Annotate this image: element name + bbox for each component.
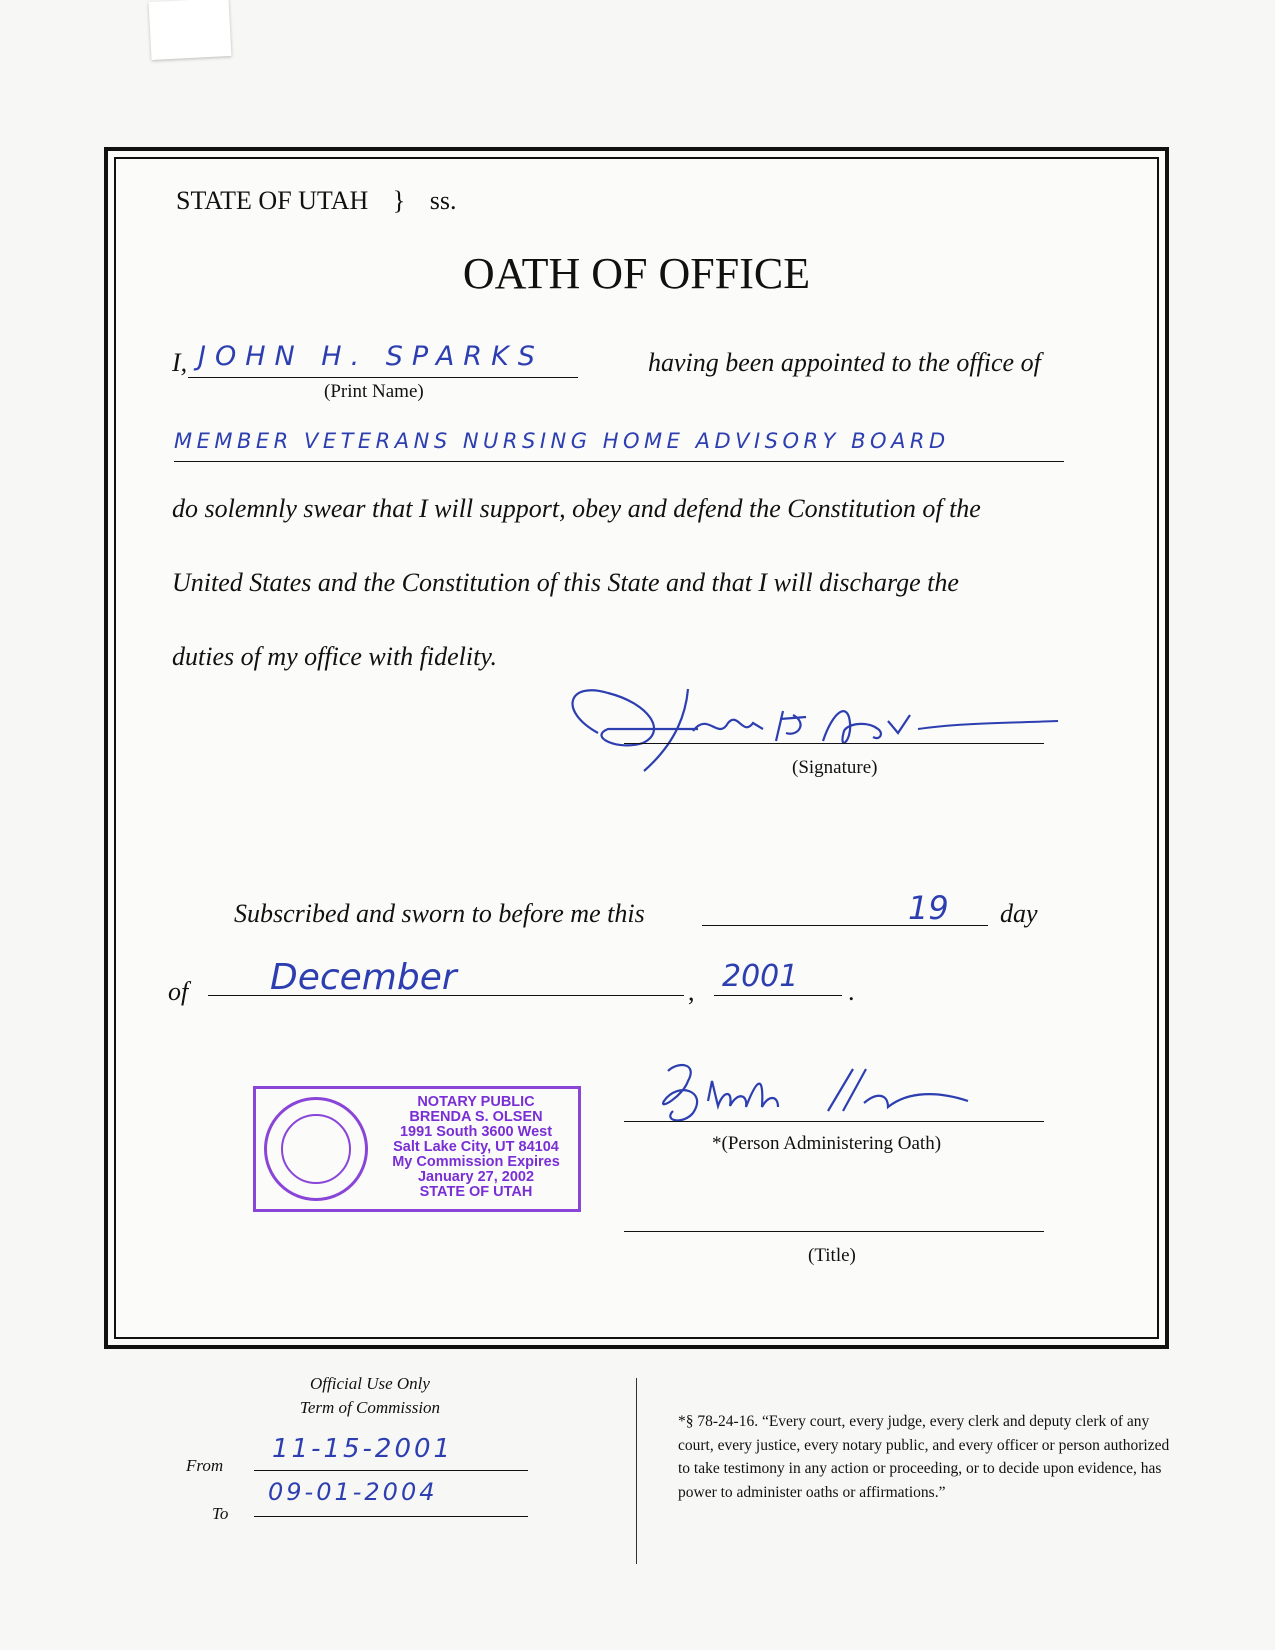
from-value: 11-15-2001	[272, 1434, 454, 1464]
notary-stamp	[253, 1086, 581, 1212]
stamp-line: January 27, 2002	[417, 1169, 535, 1185]
administering-line	[624, 1121, 1044, 1122]
to-line	[254, 1516, 528, 1517]
oath-line-3: duties of my office with fidelity.	[172, 642, 497, 671]
signature-line	[624, 743, 1044, 744]
appointed-text: having been appointed to the office of	[648, 348, 1041, 377]
stamp-line: BRENDA S. OLSEN	[409, 1109, 543, 1125]
month-line	[208, 995, 684, 996]
i-prefix: I,	[172, 348, 188, 377]
title-caption: (Title)	[808, 1245, 856, 1266]
stamp-line: 1991 South 3600 West	[399, 1124, 553, 1140]
state-name: STATE OF UTAH	[176, 186, 369, 215]
administering-caption: *(Person Administering Oath)	[712, 1133, 942, 1154]
from-label: From	[186, 1456, 224, 1475]
office-line	[174, 461, 1064, 462]
footer-divider	[636, 1378, 637, 1564]
year-period: .	[848, 977, 855, 1006]
sworn-month: December	[270, 957, 457, 998]
state-heading	[176, 186, 457, 216]
print-name-line	[188, 377, 578, 378]
sworn-year: 2001	[722, 959, 799, 994]
office-title: MEMBER VETERANS NURSING HOME ADVISORY BOARD	[174, 429, 950, 453]
day-line	[702, 925, 988, 926]
administering-signature-image	[638, 1051, 998, 1131]
month-comma: ,	[688, 977, 695, 1006]
to-value: 09-01-2004	[268, 1478, 438, 1506]
oath-frame	[104, 147, 1169, 1349]
stamp-line: Salt Lake City, UT 84104	[393, 1139, 559, 1155]
to-label: To	[212, 1504, 229, 1523]
statute-note: *§ 78-24-16. “Every court, every judge, every clerk and deputy clerk of any court, every justice, every notary public, and every officer or person authorized to take testimony in any action or proceeding, or to decide upon evidence, has power to administer oaths or affirmations.”	[678, 1413, 1170, 1501]
stamp-line: STATE OF UTAH	[419, 1184, 533, 1200]
sworn-text: Subscribed and sworn to before me this	[234, 899, 645, 928]
print-name-caption: (Print Name)	[324, 381, 424, 402]
document-title: OATH OF OFFICE	[462, 249, 811, 298]
of-word: of	[168, 977, 189, 1006]
printed-name: JOHN H. SPARKS	[198, 341, 544, 372]
official-use-heading: Official Use Only	[310, 1374, 430, 1393]
stamp-line: NOTARY PUBLIC	[417, 1094, 535, 1110]
notary-stamp-text	[376, 1095, 576, 1200]
stamp-line: My Commission Expires	[392, 1154, 560, 1170]
sworn-day: 19	[908, 889, 949, 927]
state-seal-image	[264, 1097, 368, 1201]
state-brace: }	[392, 186, 406, 215]
state-ss: ss.	[429, 186, 457, 215]
term-heading: Term of Commission	[299, 1398, 441, 1417]
state-seal-inner	[281, 1114, 351, 1184]
oath-line-1: do solemnly swear that I will support, obey and defend the Constitution of the	[172, 494, 981, 523]
title-line	[624, 1231, 1044, 1232]
day-word: day	[1000, 899, 1038, 928]
year-line	[714, 995, 842, 996]
oath-line-2: United States and the Constitution of this State and that I will discharge the	[172, 568, 959, 597]
from-line	[254, 1470, 528, 1471]
signature-caption: (Signature)	[792, 757, 878, 778]
paper-tab	[149, 0, 232, 60]
